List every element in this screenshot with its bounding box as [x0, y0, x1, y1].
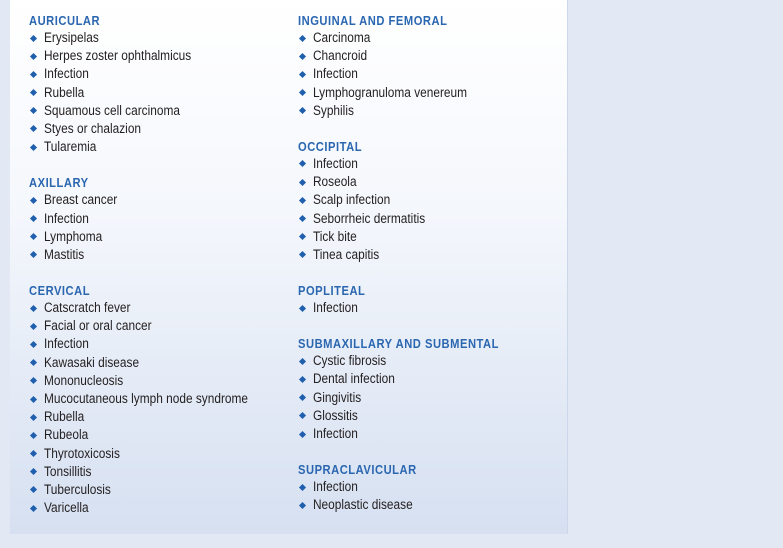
- cause-list: [298, 352, 563, 443]
- list-item-label: Lymphogranuloma venereum: [312, 84, 468, 100]
- list-item: [298, 425, 563, 443]
- list-item: [29, 299, 284, 317]
- section-axillary: [29, 174, 284, 264]
- list-item: [29, 390, 284, 408]
- list-item: [29, 481, 284, 499]
- list-item-label: Syphilis: [312, 102, 354, 118]
- section-heading: AXILLARY: [29, 175, 89, 191]
- list-item: [29, 246, 284, 264]
- list-item: [298, 29, 563, 47]
- section-submaxillary-and-submental: [298, 335, 563, 443]
- list-item-label: Thyrotoxicosis: [43, 445, 120, 461]
- list-item-label: Lymphoma: [43, 228, 103, 244]
- list-item-label: Infection: [312, 300, 358, 316]
- cause-list: [29, 191, 284, 264]
- list-item-label: Infection: [312, 479, 358, 495]
- list-item-label: Mastitis: [43, 246, 85, 262]
- list-item: [29, 228, 284, 246]
- list-item: [29, 210, 284, 228]
- list-item-label: Kawasaki disease: [43, 354, 140, 370]
- list-item-label: Squamous cell carcinoma: [43, 102, 180, 118]
- list-item-label: Tonsillitis: [43, 463, 92, 479]
- list-item: [29, 408, 284, 426]
- section-supraclavicular: [298, 461, 563, 514]
- list-item-label: Cystic fibrosis: [312, 353, 387, 369]
- list-item: [29, 138, 284, 156]
- list-item: [298, 228, 563, 246]
- list-item-label: Infection: [312, 66, 358, 82]
- list-item-label: Mononucleosis: [43, 372, 124, 388]
- list-item: [298, 370, 563, 388]
- list-item-label: Infection: [43, 210, 89, 226]
- list-item: [298, 478, 563, 496]
- cause-list: [298, 29, 563, 120]
- list-item-label: Carcinoma: [312, 30, 371, 45]
- section-heading: INGUINAL AND FEMORAL: [298, 13, 448, 28]
- right-column: [298, 12, 563, 533]
- list-item-label: Catscratch fever: [43, 300, 131, 316]
- list-item: [29, 84, 284, 102]
- list-item: [29, 120, 284, 138]
- list-item: [298, 47, 563, 65]
- list-item: [29, 191, 284, 209]
- section-heading: OCCIPITAL: [298, 138, 363, 154]
- section-heading: SUBMAXILLARY AND SUBMENTAL: [298, 336, 499, 352]
- list-item-label: Rubella: [43, 84, 85, 100]
- list-item: [298, 84, 563, 102]
- cause-list: [298, 299, 563, 317]
- list-item-label: Roseola: [312, 174, 357, 190]
- list-item-label: Scalp infection: [312, 192, 391, 208]
- list-item-label: Tinea capitis: [312, 246, 380, 262]
- left-column: [29, 12, 284, 535]
- section-heading: CERVICAL: [29, 283, 91, 299]
- list-item-label: Chancroid: [312, 48, 368, 64]
- list-item: [29, 445, 284, 463]
- list-item-label: Herpes zoster ophthalmicus: [43, 48, 192, 64]
- list-item-label: Infection: [43, 66, 89, 82]
- list-item: [29, 65, 284, 83]
- list-item: [298, 389, 563, 407]
- list-item: [298, 246, 563, 264]
- list-item-label: Rubella: [43, 409, 85, 425]
- list-item-label: Dental infection: [312, 371, 395, 387]
- cause-list: [298, 478, 563, 514]
- section-heading: AURICULAR: [29, 13, 101, 28]
- list-item: [298, 102, 563, 120]
- list-item-label: Tick bite: [312, 228, 357, 244]
- list-item: [29, 426, 284, 444]
- list-item-label: Infection: [43, 336, 89, 352]
- list-item: [29, 335, 284, 353]
- list-item: [29, 317, 284, 335]
- section-occipital: [298, 138, 563, 264]
- list-item: [29, 47, 284, 65]
- list-item: [29, 29, 284, 47]
- list-item: [298, 191, 563, 209]
- list-item-label: Styes or chalazion: [43, 120, 142, 136]
- section-cervical: [29, 282, 284, 517]
- cause-list: [298, 155, 563, 264]
- list-item: [298, 65, 563, 83]
- list-item: [29, 463, 284, 481]
- list-item-label: Neoplastic disease: [312, 497, 413, 513]
- list-item-label: Mucocutaneous lymph node syndrome: [43, 391, 249, 406]
- list-item-label: Gingivitis: [312, 389, 362, 405]
- section-heading: POPLITEAL: [298, 283, 366, 299]
- list-item-label: Varicella: [43, 500, 89, 516]
- list-item-label: Breast cancer: [43, 192, 118, 208]
- lymph-node-causes-panel: [10, 0, 568, 534]
- list-item: [29, 499, 284, 517]
- list-item-label: Infection: [312, 426, 358, 441]
- section-auricular: [29, 12, 284, 156]
- list-item-label: Facial or oral cancer: [43, 318, 152, 334]
- list-item: [29, 354, 284, 372]
- list-item-label: Seborrheic dermatitis: [312, 210, 426, 226]
- section-popliteal: [298, 282, 563, 317]
- list-item-label: Rubeola: [43, 427, 89, 443]
- list-item: [298, 155, 563, 173]
- list-item-label: Tuberculosis: [43, 481, 111, 497]
- list-item-label: Glossitis: [312, 407, 358, 423]
- list-item: [298, 352, 563, 370]
- list-item: [298, 210, 563, 228]
- list-item: [298, 173, 563, 191]
- list-item: [298, 496, 563, 514]
- list-item: [298, 407, 563, 425]
- list-item-label: Infection: [312, 155, 358, 171]
- list-item-label: Erysipelas: [43, 30, 99, 45]
- list-item-label: Tularemia: [43, 139, 97, 155]
- list-item: [29, 372, 284, 390]
- list-item: [29, 102, 284, 120]
- list-item: [298, 299, 563, 317]
- cause-list: [29, 299, 284, 517]
- section-inguinal-and-femoral: [298, 12, 563, 120]
- section-heading: SUPRACLAVICULAR: [298, 462, 417, 478]
- cause-list: [29, 29, 284, 156]
